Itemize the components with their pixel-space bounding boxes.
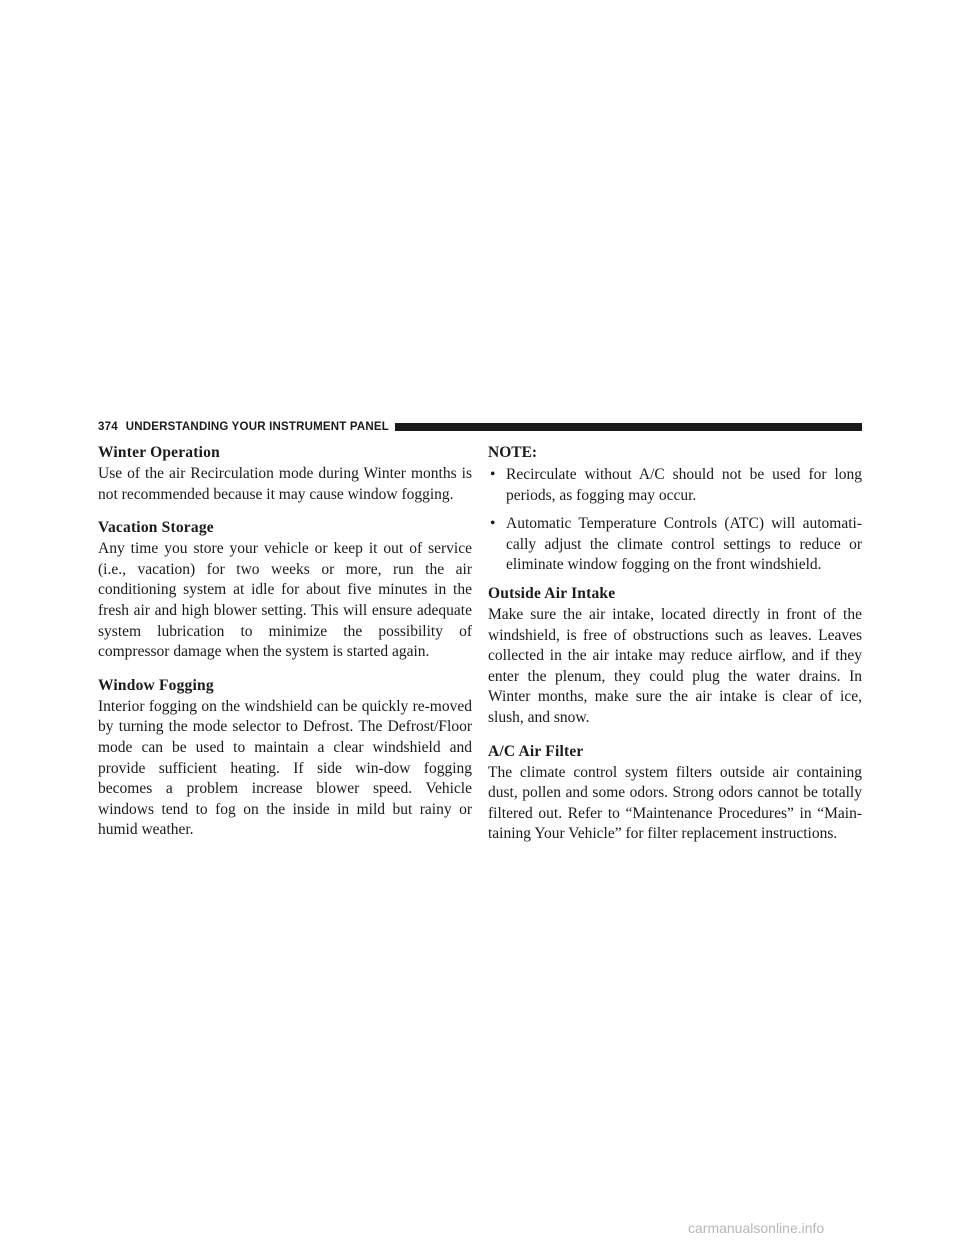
vacation-storage-section bbox=[98, 518, 472, 663]
header-rule bbox=[395, 423, 862, 431]
outside-air-intake-section bbox=[488, 584, 862, 729]
note-list bbox=[488, 465, 862, 576]
ac-air-filter-heading: A/C Air Filter bbox=[488, 742, 584, 760]
note-label: NOTE: bbox=[488, 444, 538, 461]
window-fogging-text: Interior fogging on the windshield can be quickly re-moved by turning the mode selector to Defrost. The Defrost/Floor mode can be used to maintain a clear windshield and provide sufficient heating. If side win-dow fogging becomes a problem increase blower speed. Vehicle windows tend to fog on the inside in mild but rainy or humid weather. bbox=[98, 697, 472, 839]
ac-air-filter-section bbox=[488, 742, 862, 845]
window-fogging-section bbox=[98, 676, 472, 841]
vacation-storage-heading: Vacation Storage bbox=[98, 519, 214, 537]
section-title: UNDERSTANDING YOUR INSTRUMENT PANEL bbox=[125, 421, 389, 433]
winter-operation-text: Use of the air Recirculation mode during Winter months is not recommended because it may cause window fogging. bbox=[98, 465, 472, 503]
bullet-icon: • bbox=[490, 466, 496, 483]
note-item-text: Automatic Temperature Controls (ATC) will automati-cally adjust the climate control settings to reduce or eliminate window fogging on the front windshield. bbox=[506, 515, 862, 574]
note-item-text: Recirculate without A/C should not be used for long periods, as fogging may occur. bbox=[506, 466, 862, 504]
left-column bbox=[98, 443, 472, 854]
right-column bbox=[488, 443, 862, 858]
page-number: 374 bbox=[98, 421, 118, 433]
outside-air-intake-heading: Outside Air Intake bbox=[488, 584, 616, 602]
vacation-storage-text: Any time you store your vehicle or keep it out of service (i.e., vacation) for two weeks or more, run the air conditioning system at idle for about five minutes in the fresh air and high blower setting. This will ensure adequate system lubrication to minimize the possibility of compressor damage when the system is started again. bbox=[98, 540, 472, 661]
list-item bbox=[488, 465, 862, 506]
watermark: carmanualsonline.info bbox=[688, 1220, 825, 1236]
winter-operation-heading: Winter Operation bbox=[98, 444, 220, 461]
outside-air-intake-text: Make sure the air intake, located directly in front of the windshield, is free of obstructions such as leaves. Leaves collected in the air intake may reduce airflow, and if they enter the plenum, they could plug the water drains. In Winter months, make sure the air intake is clear of ice, slush, and snow. bbox=[488, 605, 862, 726]
list-item bbox=[488, 514, 862, 576]
bullet-icon: • bbox=[490, 515, 496, 533]
ac-air-filter-text: The climate control system filters outside air containing dust, pollen and some odors. Strong odors cannot be totally filtered out. Refer to “Maintenance Procedures” in “Main-taining Your Vehicle” for filter replacement instructions. bbox=[488, 763, 862, 843]
note-section bbox=[488, 443, 862, 576]
winter-operation-section bbox=[98, 443, 472, 505]
page-header bbox=[98, 418, 862, 436]
window-fogging-heading: Window Fogging bbox=[98, 676, 214, 694]
